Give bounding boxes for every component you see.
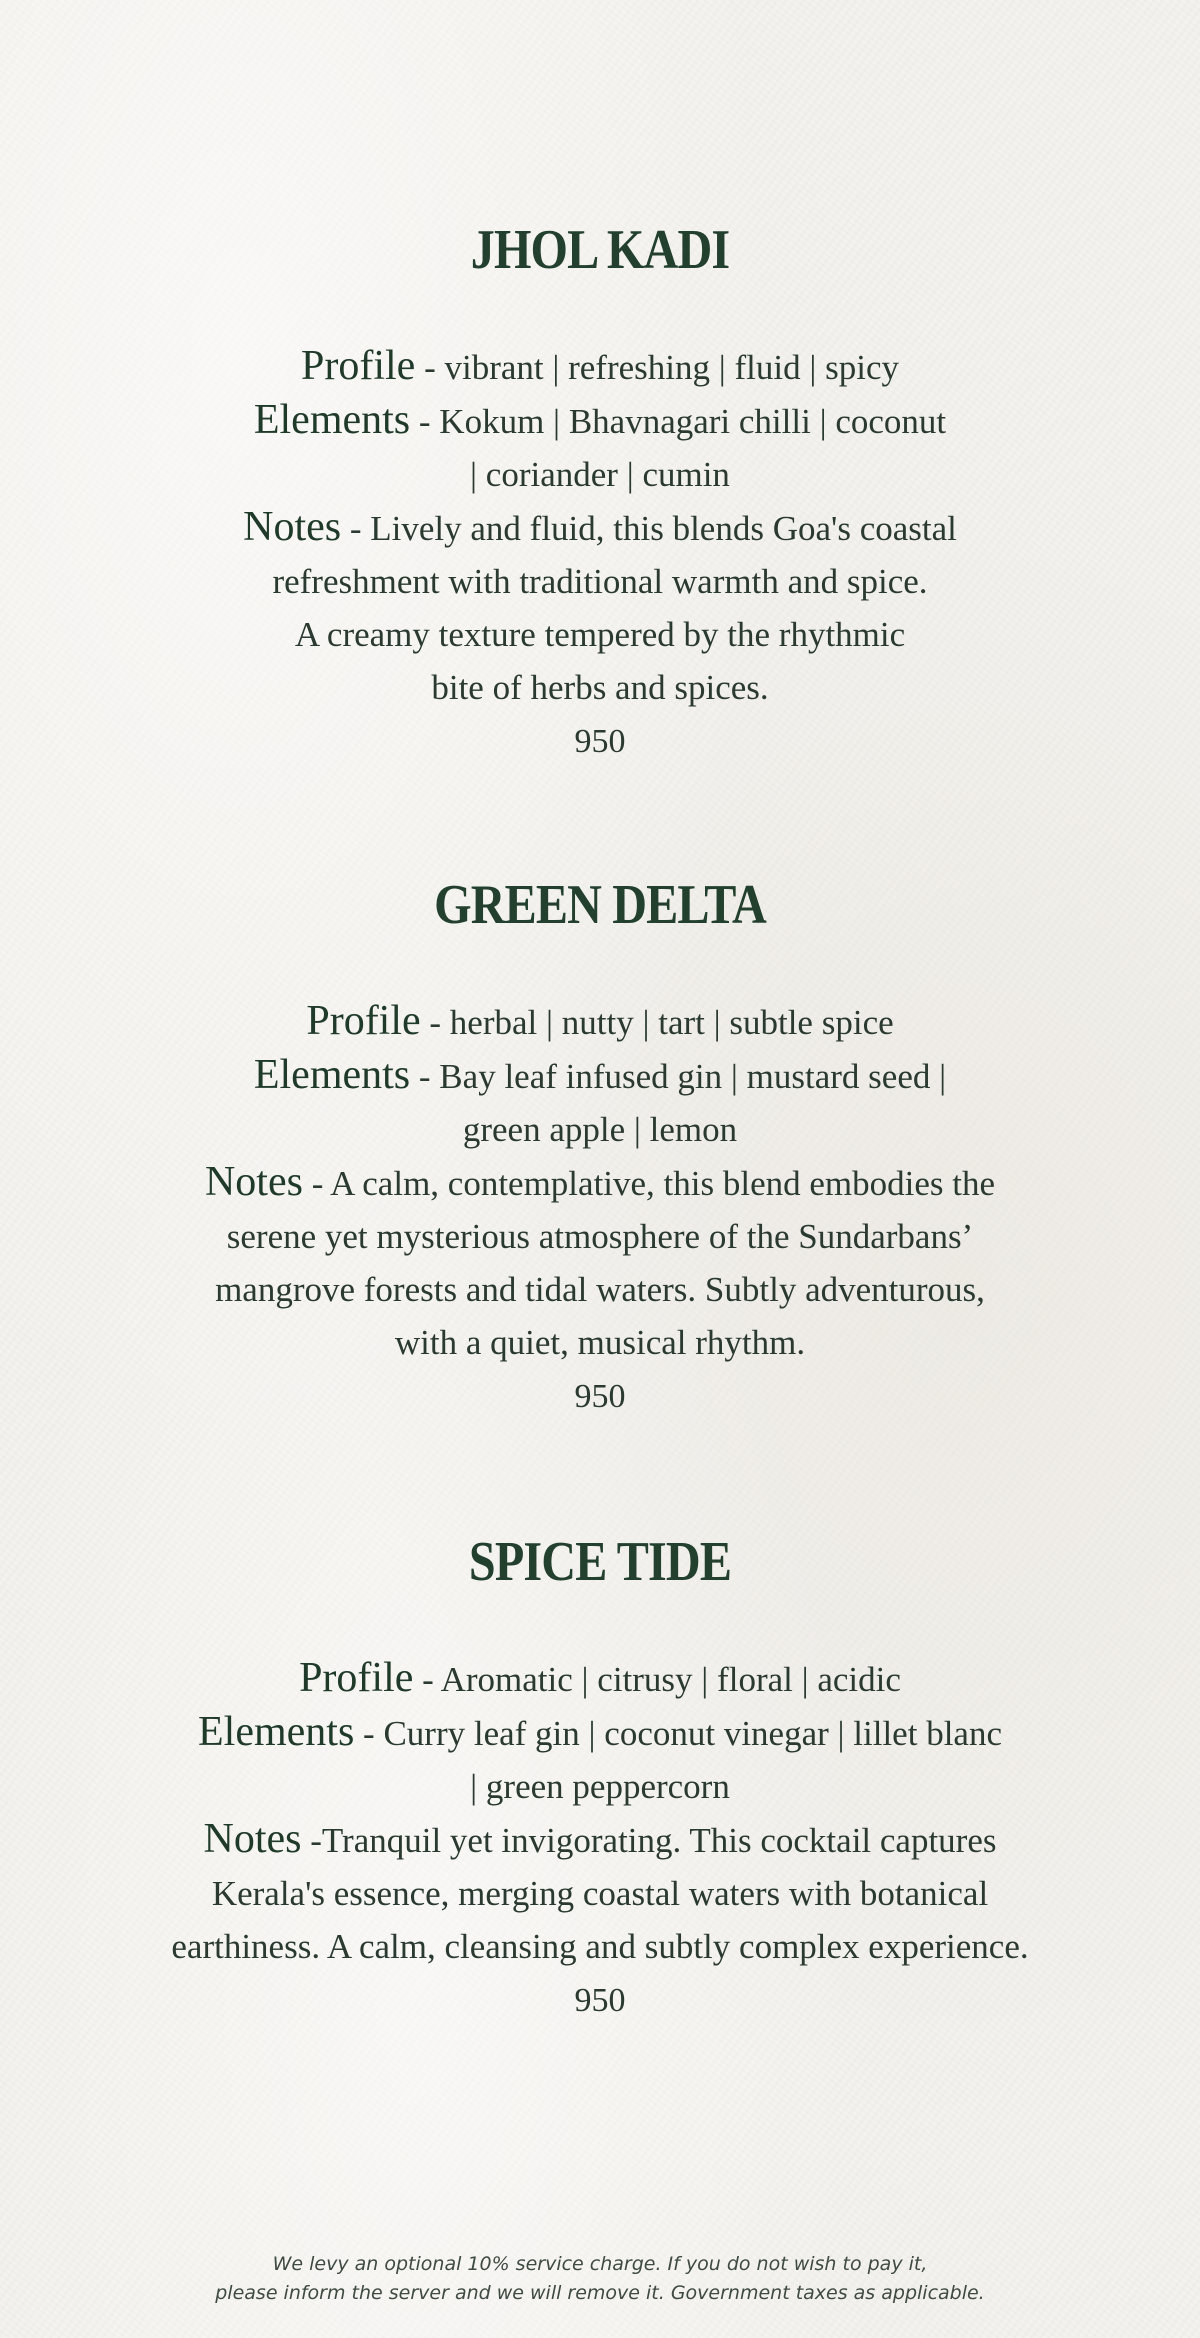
notes-label: Notes	[243, 504, 342, 550]
notes-line	[0, 1156, 1200, 1210]
notes-line-continued: mangrove forests and tidal waters. Subtly adventurous,	[215, 1270, 985, 1309]
menu-item-jhol-kadi	[0, 218, 1200, 770]
item-description	[0, 1652, 1200, 1973]
notes-line-continued: Kerala's essence, merging coastal waters with botanical	[211, 1874, 989, 1913]
profile-text: - Aromatic | citrusy | floral | acidic	[413, 1660, 901, 1699]
item-price: 950	[574, 1378, 626, 1415]
notes-line	[0, 501, 1200, 555]
profile-label: Profile	[306, 998, 421, 1044]
service-charge-note	[0, 2250, 1200, 2308]
elements-label: Elements	[198, 1709, 355, 1755]
item-price: 950	[574, 723, 626, 760]
elements-line-continued: green apple | lemon	[462, 1110, 738, 1149]
elements-line	[0, 1049, 1200, 1103]
profile-line	[0, 340, 1200, 394]
elements-text: - Curry leaf gin | coconut vinegar | lillet blanc	[354, 1714, 1002, 1753]
elements-text: - Kokum | Bhavnagari chilli | coconut	[410, 402, 947, 441]
elements-line	[0, 1706, 1200, 1760]
profile-text: - herbal | nutty | tart | subtle spice	[420, 1003, 894, 1042]
profile-text: - vibrant | refreshing | fluid | spicy	[415, 348, 899, 387]
elements-label: Elements	[253, 1052, 411, 1098]
notes-line-continued: earthiness. A calm, cleansing and subtly complex experience.	[171, 1927, 1029, 1966]
item-title: GREEN DELTA	[434, 874, 766, 936]
notes-text: - Lively and fluid, this blends Goa's coastal	[341, 509, 957, 548]
notes-line-continued: with a quiet, musical rhythm.	[394, 1323, 806, 1362]
menu-item-spice-tide	[0, 1530, 1200, 2029]
notes-line	[0, 1813, 1200, 1867]
elements-line	[0, 394, 1200, 448]
profile-line	[0, 995, 1200, 1049]
notes-line-continued: serene yet mysterious atmosphere of the Sundarbans’	[226, 1217, 974, 1256]
notes-line-continued: bite of herbs and spices.	[431, 668, 769, 707]
profile-line	[0, 1652, 1200, 1706]
elements-text: - Bay leaf infused gin | mustard seed |	[410, 1057, 947, 1096]
item-title: SPICE TIDE	[468, 1531, 732, 1593]
item-description	[0, 995, 1200, 1369]
footer-line: We levy an optional 10% service charge. If you do not wish to pay it,	[272, 2253, 928, 2275]
elements-line-continued: | coriander | cumin	[470, 455, 730, 494]
notes-line-continued: refreshment with traditional warmth and spice.	[272, 562, 928, 601]
profile-label: Profile	[301, 343, 416, 389]
elements-label: Elements	[253, 397, 411, 443]
menu-item-green-delta	[0, 873, 1200, 1425]
notes-text: - A calm, contemplative, this blend embodies the	[302, 1164, 996, 1203]
notes-label: Notes	[204, 1159, 303, 1205]
footer-line: please inform the server and we will remove it. Government taxes as applicable.	[215, 2282, 985, 2304]
notes-label: Notes	[203, 1816, 302, 1862]
notes-text: -Tranquil yet invigorating. This cocktail captures	[301, 1821, 997, 1860]
profile-label: Profile	[299, 1655, 414, 1701]
notes-line-continued: A creamy texture tempered by the rhythmic	[294, 615, 906, 654]
item-title: JHOL KADI	[470, 219, 730, 281]
item-description	[0, 340, 1200, 714]
elements-line-continued: | green peppercorn	[470, 1767, 730, 1806]
item-price: 950	[574, 1982, 626, 2019]
